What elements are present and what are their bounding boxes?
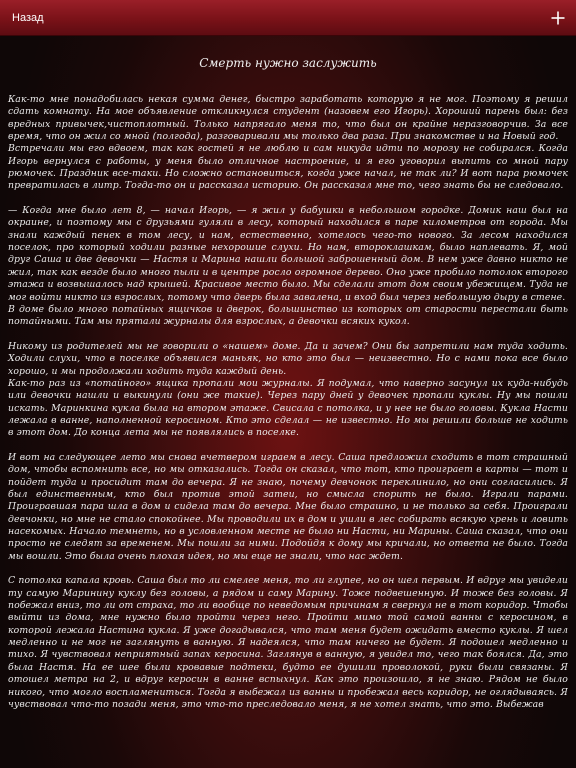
story-paragraph: И вот на следующее лето мы снова вчетвером играем в лесу. Саша предложил сходить в тот страшный дом, чтобы вспомнить все, но мы отказались. Тогда он сказал, что тот, кто проиграет в карты — тот и пойдет туда и просидит там до вечера. Я не знаю, почему девчонок переклинило, но они согласились. Я был единственным, кто был против этой затеи, но смысла спорить не было. Играли парами. Проигравшая пара шла в дом и сидела там до вечера. Мне было страшно, и не только за себя. Проиграли девчонки, но мне не стало спокойнее. Мы проводили их в дом и ушли в лес собирать всякую хрень и ловить насекомых. Начало темнеть, но в условленном месте не было ни Насти, ни Марины. Саша сказал, что они просто не следят за временем. Мы пошли за ними. Подойдя к дому мы кричали, но ответа не было. Тогда мы вошли. Это была очень плохая идея, но мы еще не знали, что нас ждет. xyxy=(8,451,568,562)
story-paragraph: С потолка капала кровь. Саша был то ли смелее меня, то ли глупее, но он шел первым. И вдруг мы увидели ту самую Маринину куклу без головы, а рядом и саму Марину. Тоже подвешенную. И тоже без головы. Я побежал вниз, то ли от страха, то ли вообще по неведомым причинам я свернул не в тот коридор. Чтобы выйти из дома, мне нужно было пройти через него. Пройти мимо той самой ванны с керосином, в которой лежала Настина кукла. Я уже догадывался, что там меня будет ожидать вместо куклы. Я шел медленно и не мог не заглянуть в ванную. Я надеялся, что там ничего не будет. Я подошел медленно и тихо. Я чувствовал неприятный запах керосина. Заглянув в ванную, я увидел то, чего так боялся. Да, это была Настя. На ее шее были кровавые подтеки, будто ее душили проволокой, руки были связаны. Я отошел метра на 2, и вдруг керосин в ванне вспыхнул. Как это произошло, я не знаю. Рядом не было никого, что могло воспламениться. Тогда я выбежал из ванны и пробежал весь коридор, не оглядываясь. Я чувствовал что-то позади меня, это что-то преследовало меня, я не хотел знать, что это. Выбежав xyxy=(8,575,568,710)
back-button[interactable]: Назад xyxy=(12,12,44,24)
story-title: Смерть нужно заслужить xyxy=(199,56,377,70)
story-paragraph: Никому из родителей мы не говорили о «нашем» доме. Да и зачем? Они бы запретили нам туда ходить. Ходили слухи, что в поселке объявился маньяк, но кто это был — неизвестно. Но с нами пока все было хорошо, и мы продолжали ходить туда каждый день. Как-то раз из «потайного» ящика пропали мои журналы. Я подумал, что наверно засунул их куда-нибудь или девочки нашли и выкинули (они же такие). Через пару дней у девочек пропали куклы. Ну мы пошли искать. Маринкина кукла была на втором этаже. Свисала с потолка, и у нее не было головы. Кукла Насти лежала в ванне, наполненной керосином. Кто это сделал — не известно. Но мы решили больше не ходить в этот дом. До конца лета мы не появлялись в поселке. xyxy=(8,340,568,439)
navigation-bar xyxy=(0,0,576,36)
story-text xyxy=(8,94,568,724)
story-paragraph: Как-то мне понадобилась некая сумма денег, быстро заработать которую я не мог. Поэтому я решил сдать комнату. На мое объявление откликнулся студент (назовем его Игорь). Хороший парень был: без вредных привычек,чистоплотный. Только напрягало меня то, что был он крайне неразговорчив. За все время, что он жил со мной (полгода), разговаривали мы только два раза. При знакомстве и на Новый год. Встречали мы его вдвоем, так как гостей я не люблю и сам никуда идти по морозу не собирался. Когда Игорь вернулся с работы, у меня было отличное настроение, и я его уговорил выпить со мной пару рюмочек. Праздник все-таки. Но сложно остановиться, когда уже начал, не так ли? И вот пара рюмочек превратилась в литр. Тогда-то он и рассказал историю. Он рассказал мне то, чего знать бы не следовало. xyxy=(8,94,568,192)
plus-icon[interactable] xyxy=(551,11,565,25)
story-paragraph: — Когда мне было лет 8, — начал Игорь, — я жил у бабушки в небольшом городке. Домик наш был на окраине, и поэтому мы с друзьями гуляли в лесу, который находился в паре километров от города. Мы знали каждый пенек в том лесу, и нам, естественно, хотелось чего-то нового. За лесом находился поселок, про который ходили разные нехорошие слухи. Но нам, второклашкам, было наплевать. Я, мой друг Саша и две девочки — Настя и Марина нашли большой заброшенный дом. В нем уже давно никто не жил, так как везде было много пыли и в центре росло огромное дерево. Оно уже пробило потолок второго этажа и возвышалось над крышей. Красивое место было. Мы сделали этот дом своим убежищем. Туда не мог войти никто из взрослых, потому что дверь была завалена, и вход был через небольшую дыру в стене. В доме было много потайных ящичков и дверок, большинство из которых от старости перестали быть потайными. Там мы прятали журналы для взрослых, а девочки всяких кукол. xyxy=(8,205,568,328)
